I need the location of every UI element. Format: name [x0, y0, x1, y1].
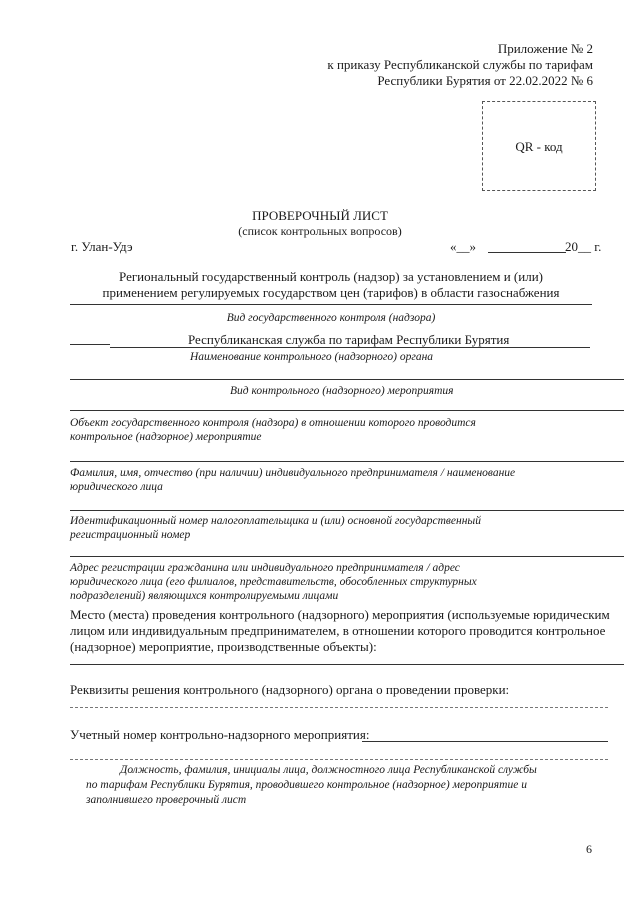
organ-line-left	[70, 344, 110, 345]
place-line1: Место (места) проведения контрольного (надзорного) мероприятия (используемые юридическим	[70, 607, 610, 622]
event-type-caption: Вид контрольного (надзорного) мероприятия	[230, 385, 454, 397]
object-caption-line1: Объект государственного контроля (надзора) в отношении которого проводится	[70, 417, 476, 429]
appendix-number: Приложение № 2	[497, 41, 593, 56]
organ-line	[110, 347, 590, 348]
control-type-line2: применением регулируемых государством цен (тарифов) в области газоснабжения	[102, 285, 560, 300]
date-day-month: «__»	[450, 239, 476, 254]
date-line	[488, 252, 566, 253]
record-number-line	[362, 741, 608, 742]
name-line	[70, 461, 624, 462]
address-line	[70, 556, 624, 557]
record-number-label: Учетный номер контрольно-надзорного мероприятия:	[70, 727, 370, 742]
official-line	[70, 759, 608, 760]
address-caption-line2: юридического лица (его филиалов, представительств, обособленных структурных	[70, 576, 477, 588]
control-type-line	[70, 304, 592, 305]
organ-name: Республиканская служба по тарифам Республики Бурятия	[188, 332, 510, 347]
inn-line	[70, 510, 624, 511]
name-caption-line2: юридического лица	[70, 481, 163, 493]
official-caption-line3: заполнившего проверочный лист	[86, 794, 247, 806]
object-line	[70, 410, 624, 411]
event-type-line	[70, 379, 624, 380]
address-caption-line3: подразделений) являющихся контролируемыми лицами	[70, 590, 339, 602]
document-subtitle: (список контрольных вопросов)	[238, 224, 402, 238]
page-number: 6	[586, 842, 592, 856]
address-caption-line1: Адрес регистрации гражданина или индивидуального предпринимателя / адрес	[70, 562, 460, 574]
decision-answer-line	[70, 707, 608, 708]
object-caption-line2: контрольное (надзорное) мероприятие	[70, 431, 262, 443]
inn-caption-line1: Идентификационный номер налогоплательщика и (или) основной государственный	[70, 515, 481, 527]
decision-label: Реквизиты решения контрольного (надзорного) органа о проведении проверки:	[70, 682, 510, 697]
control-type-line1: Региональный государственный контроль (надзор) за установлением и (или)	[119, 269, 543, 284]
document-title: ПРОВЕРОЧНЫЙ ЛИСТ	[252, 208, 388, 223]
city: г. Улан-Удэ	[71, 239, 133, 254]
organ-caption: Наименование контрольного (надзорного) органа	[190, 351, 434, 363]
name-caption-line1: Фамилия, имя, отчество (при наличии) индивидуального предпринимателя / наименование	[70, 467, 516, 479]
date-year: 20__ г.	[565, 239, 602, 254]
qr-code-placeholder	[482, 101, 596, 191]
place-line2: лицом или индивидуальным предпринимателем, в отношении которого проводится контрольное	[70, 623, 606, 638]
inn-caption-line2: регистрационный номер	[70, 529, 191, 541]
order-date: Республики Бурятия от 22.02.2022 № 6	[377, 73, 593, 88]
official-caption-line2: по тарифам Республики Бурятия, проводившего контрольное (надзорное) мероприятие и	[86, 779, 527, 791]
order-reference: к приказу Республиканской службы по тарифам	[327, 57, 593, 72]
place-answer-line	[70, 664, 624, 665]
official-caption-line1: Должность, фамилия, инициалы лица, должностного лица Республиканской службы	[120, 764, 537, 776]
place-line3: (надзорное) мероприятие, производственные объекты):	[70, 639, 377, 654]
qr-label: QR - код	[515, 138, 563, 154]
control-type-caption: Вид государственного контроля (надзора)	[226, 312, 436, 324]
